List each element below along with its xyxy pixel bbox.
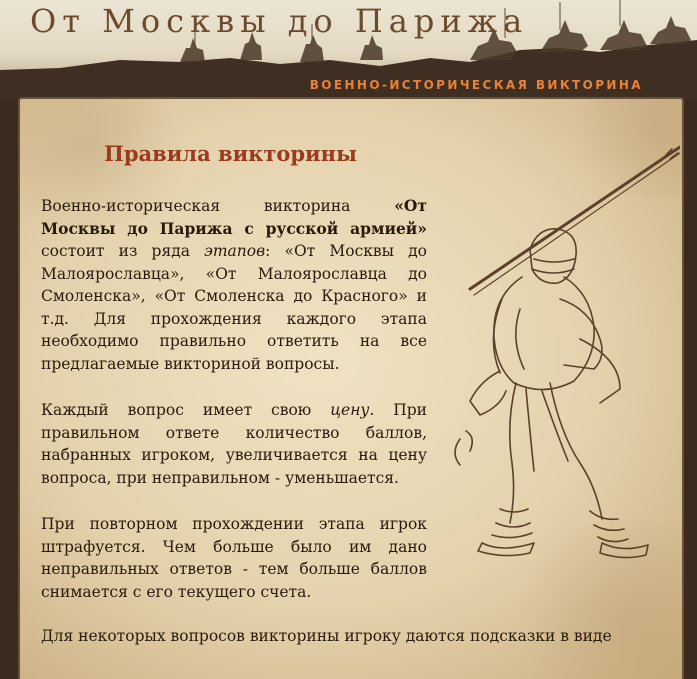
price-word: цену bbox=[330, 401, 370, 419]
rules-paragraph-price bbox=[41, 399, 427, 489]
rules-paragraph-stages bbox=[41, 195, 427, 375]
site-header bbox=[0, 0, 697, 100]
content-frame bbox=[18, 97, 684, 679]
text-fragment: . При правильном ответе количество баллов, набранных игроком, увеличивается на цену вопроса, при неправильном - уменьшается. bbox=[41, 401, 428, 487]
site-title[interactable]: От Москвы до Парижа bbox=[30, 2, 529, 40]
soldier-sketch-icon bbox=[430, 139, 680, 579]
text-fragment: Каждый вопрос имеет свою bbox=[41, 401, 331, 419]
text-fragment: Военно-историческая викторина bbox=[41, 197, 395, 215]
stages-word: этапов bbox=[204, 242, 266, 260]
rules-paragraph-penalty: При повторном прохождении этапа игрок штрафуется. Чем больше было им дано неправильных ответов - тем больше баллов снимается с его текущего счета. bbox=[41, 515, 427, 601]
text-fragment: : «От Москвы до Малоярославца», «От Малоярославца до Смоленска», «От Смоленска до Красного» и т.д. Для прохождения каждого этапа необходимо правильно ответить на все предлагаемые викториной вопросы. bbox=[41, 242, 427, 373]
rules-title: Правила викторины bbox=[104, 141, 358, 166]
site-subtitle: ВОЕННО-ИСТОРИЧЕСКАЯ ВИКТОРИНА bbox=[309, 78, 643, 92]
text-fragment: состоит из ряда bbox=[41, 242, 205, 260]
quiz-name: «От Москвы до Парижа с русской армией» bbox=[41, 196, 427, 238]
rules-paragraph-hints: Для некоторых вопросов викторины игроку даются подсказки в виде bbox=[41, 627, 612, 645]
